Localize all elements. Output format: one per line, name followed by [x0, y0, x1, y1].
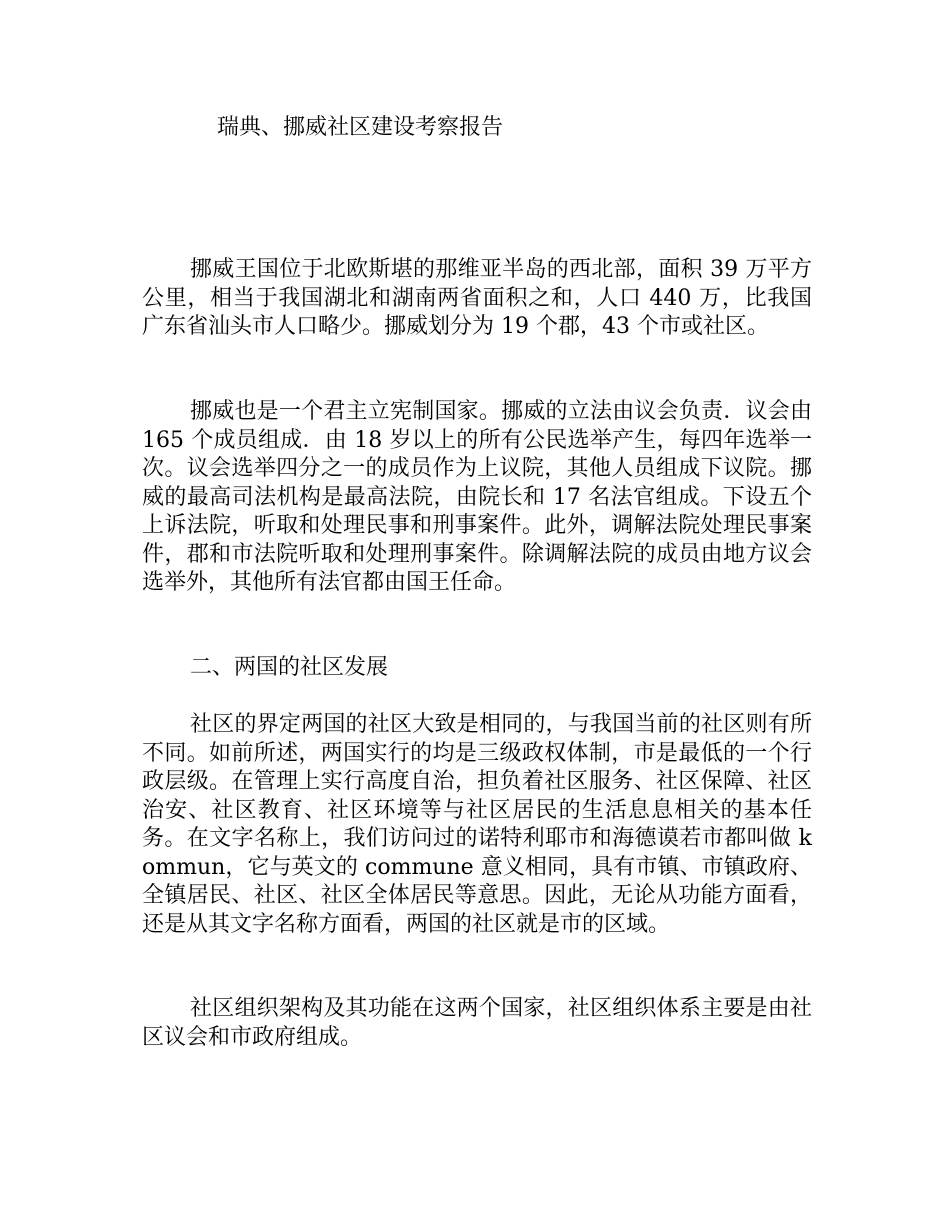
paragraph-community-definition: 社区的界定两国的社区大致是相同的，与我国当前的社区则有所不同。如前所述，两国实行的均是三级政权体制，市是最低的一个行政层级。在管理上实行高度自治，担负着社区服务、社区保障、社区治安、社区教育、社区环境等与社区居民的生活息息相关的基本任务。在文字名称上，我们访问过的诺特利耶市和海德谟若市都叫做 kommun，它与英文的 commune 意义相同，具有市镇、市镇政府、全镇居民、社区、社区全体居民等意思。因此，无论从功能方面看，还是从其文字名称方面看，两国的社区就是市的区域。 [142, 712, 812, 937]
section-heading: 二、两国的社区发展 [190, 655, 389, 680]
paragraph-community-organization: 社区组织架构及其功能在这两个国家，社区组织体系主要是由社区议会和市政府组成。 [142, 996, 812, 1050]
paragraph-norway-overview: 挪威王国位于北欧斯堪的那维亚半岛的西北部，面积 39 万平方公里，相当于我国湖北和湖南两省面积之和，人口 440 万，比我国广东省汕头市人口略少。挪威划分为 19 个郡，43 个市或社区。 [142, 257, 812, 339]
paragraph-norway-government: 挪威也是一个君主立宪制国家。挪威的立法由议会负责．议会由 165 个成员组成．由 18 岁以上的所有公民选举产生，每四年选举一次。议会选举四分之一的成员作为上议院，其他人员组成下议院。挪威的最高司法机构是最高法院，由院长和 17 名法官组成。下设五个上诉法院，听取和处理民事和刑事案件。此外，调解法院处理民事案件，郡和市法院听取和处理刑事案件。除调解法院的成员由地方议会选举外，其他所有法官都由国王任命。 [142, 399, 812, 595]
document-title: 瑞典、挪威社区建设考察报告 [217, 115, 504, 140]
